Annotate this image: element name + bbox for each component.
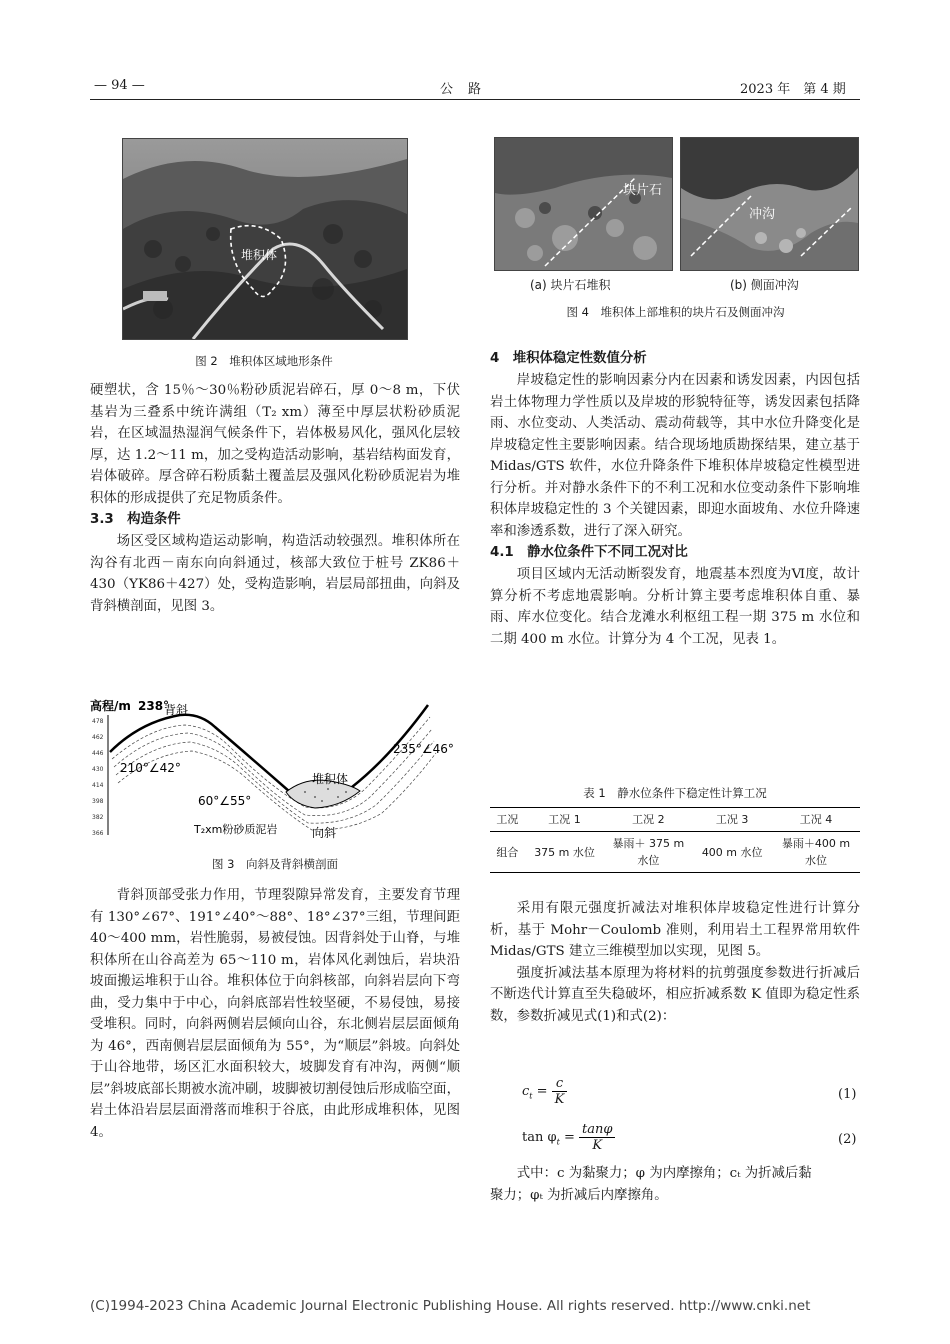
left-column-bottom	[90, 885, 460, 1143]
paragraph: 采用有限元强度折减法对堆积体岸坡稳定性进行计算分析，基于 Mohr－Coulomb 准则，利用岩土工程界常用软件 Midas/GTS 建立三维模型加以实现，见图 5。	[490, 901, 860, 959]
issue-info: 2023 年 第 4 期	[740, 82, 846, 97]
fig3-top-angle: 238°	[138, 699, 170, 713]
fig4b-subcaption: (b) 侧面冲沟	[730, 278, 799, 292]
fig4-caption: 图 4 堆积体上部堆积的块片石及侧面冲沟	[566, 305, 785, 319]
fig3-tick: 414	[92, 782, 104, 789]
journal-name: 公 路	[440, 82, 483, 97]
section-heading-3-3: 3.3 构造条件	[90, 512, 181, 527]
eq2-numerator: tanφ	[579, 1122, 615, 1138]
paragraph: 式中：c 为黏聚力；φ 为内摩擦角；cₜ 为折减后黏	[516, 1166, 812, 1181]
fig3-anticline-label: 背斜	[164, 703, 189, 717]
fig3-tick: 446	[92, 750, 104, 757]
eq1-lhs: c	[522, 1084, 530, 1099]
paragraph: 强度折减法基本原理为将材料的抗剪强度参数进行折减后不断迭代计算直至失稳破坏，相应折减系数 K 值即为稳定性系数，参数折减见式(1)和式(2)：	[490, 965, 860, 1024]
right-column-bottom	[490, 898, 860, 1027]
fig3-tick: 398	[92, 798, 104, 805]
paragraph: 岸坡稳定性的影响因素分内在因素和诱发因素，内因包括岩土体物理力学性质以及岸坡的形貌特征等，诱发因素包括降雨、水位变动、人类活动、震动荷载等，其中水位升降变化是岸坡稳定性主要影响因素。结合现场地质勘探结果，建立基于 Midas/GTS 软件，水位升降条件下堆积体岸坡稳定性模型进行分析。并对静水条件下的不利工况和水位变动条件下影响堆积体岸坡稳定性的 3 个关键因素，即迎水面坡角、水位升降速率和渗透系数，进行了深入研究。	[490, 373, 860, 539]
fig2-deposit-label: 堆积体	[241, 248, 278, 262]
eq1-sub: t	[529, 1091, 533, 1101]
table-header-row	[490, 808, 860, 832]
table-header-cell: 工况	[490, 808, 525, 832]
eq1-numerator: c	[552, 1076, 568, 1092]
equation-1: $c_t$ = $\frac{c}{K}$	[522, 1076, 567, 1107]
paragraph: 背斜顶部受张力作用，节理裂隙异常发育，主要发育节理有 130°∠67°、191°∠40°～88°、18°∠37°三组，节理间距 40～400 mm，岩性脆弱，易被侵蚀。因背斜处于山脊，与堆积体所在山谷高差为 65～110 m，岩体风化剥蚀后，岩块沿坡面搬运堆积于山谷。堆积体位于向斜核部，向斜岩层向下弯曲，受力集中于中心，向斜底部岩性较坚硬，不易侵蚀，易接受堆积。同时，向斜两侧岩层倾向山谷，东北侧岩层层面倾角为 46°，西南侧岩层层面倾角为 55°，为“顺层”斜坡。向斜处于山谷地带，场区汇水面积较大，坡脚发育有冲沟，两侧“顺层”斜坡底部长期被水流冲刷，坡脚被切割侵蚀后形成临空面，岩土体沿岩层层面滑落而堆积于谷底，由此形成堆积体，见图 4。	[90, 888, 460, 1140]
section-heading-4: 4 堆积体稳定性数值分析	[490, 351, 647, 366]
eq2-sub: t	[556, 1137, 560, 1147]
table-row	[490, 832, 860, 873]
right-column-where	[490, 1163, 860, 1206]
fig3-tick: 430	[92, 766, 104, 773]
table-cell: 400 m 水位	[692, 832, 772, 873]
fig4a-photo	[494, 137, 673, 271]
table-header-cell: 工况 4	[772, 808, 860, 832]
fig3-tick: 382	[92, 814, 104, 821]
fig3-angle-210: 210°∠42°	[120, 761, 181, 775]
fig3-syncline-label: 向斜	[312, 826, 337, 840]
fig3-angle-60: 60°∠55°	[198, 794, 252, 808]
eq2-lhs: tan φ	[522, 1130, 557, 1145]
table-header-cell: 工况 3	[692, 808, 772, 832]
equation-2: $\tan \varphi_t$ = $\frac{\tan\varphi}{K}$	[522, 1122, 615, 1153]
table-cell: 暴雨＋400 m 水位	[772, 832, 860, 873]
right-column	[490, 348, 860, 650]
eq2-denominator: K	[592, 1138, 603, 1153]
header-rule	[90, 99, 860, 100]
paragraph: 项目区域内无活动断裂发育，地震基本烈度为Ⅵ度，故计算分析不考虑地震影响。分析计算主要考虑堆积体自重、暴雨、库水位变化。结合龙滩水利枢纽工程一期 375 m 水位和二期 400 m 水位。计算分为 4 个工况，见表 1。	[490, 567, 860, 647]
fig4a-subcaption: (a) 块片石堆积	[530, 278, 611, 292]
fig3-rock-label: T₂xm粉砂质泥岩	[194, 823, 278, 836]
eq1-denominator: K	[554, 1092, 565, 1107]
table-cell: 暴雨＋ 375 m 水位	[604, 832, 692, 873]
fig3-angle-235: 235°∠46°	[393, 742, 454, 756]
fig3-tick: 462	[92, 734, 104, 741]
paragraph: 聚力；φₜ 为折减后内摩擦角。	[490, 1187, 668, 1203]
fig3-cross-section	[90, 697, 460, 842]
fig3-caption: 图 3 向斜及背斜横剖面	[212, 857, 338, 871]
eq1-number: (1)	[838, 1087, 857, 1102]
fig3-tick: 366	[92, 830, 104, 837]
fig3-deposit-label: 堆积体	[312, 772, 349, 786]
eq2-number: (2)	[838, 1132, 857, 1147]
fig4b-label: 冲沟	[749, 207, 776, 222]
table1	[490, 807, 860, 873]
fig2-caption: 图 2 堆积体区域地形条件	[195, 354, 333, 368]
fig4a-label: 块片石	[623, 183, 663, 198]
table-cell: 375 m 水位	[525, 832, 605, 873]
copyright-footer: (C)1994-2023 China Academic Journal Electronic Publishing House. All rights reserved. http://www.cnki.net	[90, 1298, 811, 1314]
paragraph: 场区受区域构造运动影响，构造活动较强烈。堆积体所在沟谷有北西－南东向向斜通过，核部大致位于桩号 ZK86＋430（YK86＋427）处，受构造影响，岩层局部扭曲，向斜及背斜横剖面，见图 3。	[90, 534, 460, 614]
table-header-cell: 工况 1	[525, 808, 605, 832]
table1-title: 表 1 静水位条件下稳定性计算工况	[583, 786, 767, 800]
paragraph: 硬塑状，含 15％～30％粉砂质泥岩碎石，厚 0～8 m，下伏基岩为三叠系中统许满组（T₂ xm）薄至中厚层状粉砂质泥岩，在区域温热湿润气候条件下，岩体极易风化，强风化层较厚，达 1.2～11 m，加之受构造活动影响，基岩结构面发育，岩体破碎。厚含碎石粉质黏土覆盖层及强风化粉砂质泥岩为堆积体的形成提供了充足物质条件。	[90, 383, 460, 506]
page-number: — 94 —	[94, 78, 145, 93]
fig4b-photo	[680, 137, 859, 271]
table-header-cell: 工况 2	[604, 808, 692, 832]
left-column	[90, 380, 460, 617]
fig3-ylabel: 高程/m	[90, 699, 131, 713]
section-heading-4-1: 4.1 静水位条件下不同工况对比	[490, 545, 688, 560]
fig3-tick: 478	[92, 718, 104, 725]
fig2-aerial-photo	[122, 138, 408, 340]
table-cell: 组合	[490, 832, 525, 873]
